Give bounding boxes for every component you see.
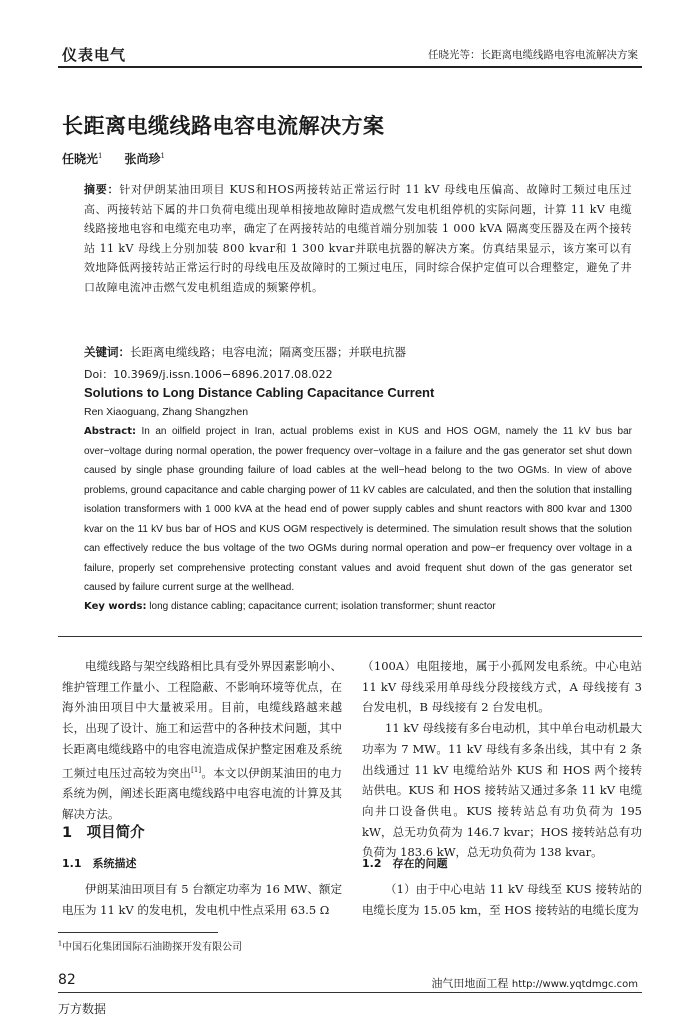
intro-paragraph: 电缆线路与架空线路相比具有受外界因素影响小、维护管理工作量小、工程隐蔽、不影响环境等优点，在海外油田项目中大量被采用。目前，电缆线路越来越长，出现了设计、施工和运营中的各种技术问题，其中长距离电缆线路中的电容电流造成保护整定困难及系统工频过电压过高较为突出[1]。本文以伊朗某油田的电力系统为例，阐述长距离电缆线路中电容电流的计算及其解决方法。 xyxy=(62,659,343,821)
footnote-text: 中国石化集团国际石油勘探开发有限公司 xyxy=(62,942,243,953)
footer-divider xyxy=(58,992,642,993)
english-abstract xyxy=(84,422,632,598)
english-keywords-label: Key words: xyxy=(84,601,147,612)
body-paragraph: （100A）电阻接地，属于小孤网发电系统。中心电站 11 kV 母线采用单母线分段接线方式，A 母线接有 3 台发电机，B 母线接有 2 台发电机。 xyxy=(362,659,642,715)
page-number: 82 xyxy=(58,972,76,988)
watermark: 万方数据 xyxy=(58,1002,107,1016)
footnote xyxy=(58,938,242,953)
body-column-right xyxy=(362,656,642,863)
citation-ref: [1] xyxy=(191,765,202,774)
author-list xyxy=(62,150,165,167)
journal-name: 油气田地面工程 xyxy=(431,977,509,990)
section-heading: 1 项目简介 xyxy=(62,825,145,841)
journal-url[interactable]: http://www.yqtdmgc.com xyxy=(511,979,638,990)
header-divider xyxy=(58,66,642,68)
body-column-left-lower xyxy=(62,879,342,920)
subsection-heading: 1.2 存在的问题 xyxy=(362,857,448,870)
keywords-label: 关键词： xyxy=(84,345,130,359)
journal-logo: 仪表电气 xyxy=(62,46,127,64)
subsection-heading: 1.1 系统描述 xyxy=(62,857,137,870)
author-name: 任晓光 xyxy=(62,152,99,166)
body-paragraph: 伊朗某油田项目有 5 台额定功率为 16 MW、额定电压为 11 kV 的发电机，发电机中性点采用 63.5 Ω xyxy=(62,882,342,917)
author-affiliation-mark: 1 xyxy=(98,152,103,160)
english-authors: Ren Xiaoguang, Zhang Shangzhen xyxy=(84,406,249,418)
footnote-divider xyxy=(58,932,218,933)
english-title: Solutions to Long Distance Cabling Capacitance Current xyxy=(84,385,435,400)
chinese-keywords xyxy=(84,344,406,360)
body-paragraph: （1）由于中心电站 11 kV 母线至 KUS 接转站的电缆长度为 15.05 km，至 HOS 接转站的电缆长度为 xyxy=(362,882,642,917)
english-abstract-label: Abstract: xyxy=(84,426,137,437)
body-column-left xyxy=(62,656,342,824)
body-paragraph: 11 kV 母线接有多台电动机，其中单台电动机最大功率为 7 MW。11 kV 母线有多条出线，其中有 2 条出线通过 11 kV 电缆给站外 KUS 和 HOS 两个接转站供电。KUS 和 HOS 接转站又通过多条 11 kV 电缆向井口设备供电。KUS 接转站总有功负荷为 195 kW，总无功负荷为 146.7 kvar；HOS 接转站总有功负荷为 183.6 kW，总无功负荷为 138 kvar。 xyxy=(362,721,642,860)
keywords-text: 长距离电缆线路；电容电流；隔离变压器；并联电抗器 xyxy=(130,345,406,359)
chinese-abstract xyxy=(84,180,632,298)
english-abstract-text: In an oilfield project in Iran, actual problems exist in KUS and HOS OGM, namely the 11 kV bus bar over−voltage during normal operation, the power frequency over−voltage in a failure and the gas generator set shut down caused by single phase grounding failure of load cables at the well−head belong to the two OGMs. In view of above problems, ground capacitance and cable charging power of 11 kV cables are calculated, and then the solution that installing isolation transformers with 1 000 kVA at the head end of power supply cables and shunt reactors with 800 kvar and 1300 kvar on the 11 kV bus bar of HOS and KUS OGM respectively is determined. The simulation result shows that the solution can effectively reduce the bus voltage of the two OGMs during normal operation and pow−er frequency over voltage in a failure, properly set comprehensive protecting constant values and avoid frequent shut down of the gas generator set caused by failure current surge at the wellhead. xyxy=(84,426,632,593)
english-keywords-text: long distance cabling; capacitance current; isolation transformer; shunt reactor xyxy=(149,601,496,612)
abstract-text: 针对伊朗某油田项目 KUS和HOS两接转站正常运行时 11 kV 母线电压偏高、故障时工频过电压过高、两接转站下属的井口负荷电缆出现单相接地故障时造成燃气发电机组停机的实际问题，计算 11 kV 电缆线路接地电容和电缆充电功率，确定了在两接转站的电缆首端分别加装 1 000 kVA 隔离变压器及在两个接转站 11 kV 母线上分别加装 800 kvar和 1 300 kvar并联电抗器的解决方案。仿真结果显示，该方案可以有效地降低两接转站正常运行时的母线电压及故障时的工频过电压，同时综合保护定值可以合理整定，避免了井口故障电流冲击燃气发电机组造成的频繁停机。 xyxy=(84,183,633,294)
footnote-mark: 1 xyxy=(58,939,63,948)
journal-footer xyxy=(431,975,638,991)
doi: Doi：10.3969/j.issn.1006−6896.2017.08.022 xyxy=(84,368,333,381)
section-divider xyxy=(58,636,642,637)
author-affiliation-mark: 1 xyxy=(160,152,165,160)
english-keywords xyxy=(84,601,496,612)
body-column-right-lower xyxy=(362,879,642,920)
running-title: 任晓光等：长距离电缆线路电容电流解决方案 xyxy=(428,49,638,61)
author-name: 张尚珍 xyxy=(124,152,161,166)
abstract-label: 摘要： xyxy=(84,183,120,196)
paper-title: 长距离电缆线路电容电流解决方案 xyxy=(62,114,385,138)
